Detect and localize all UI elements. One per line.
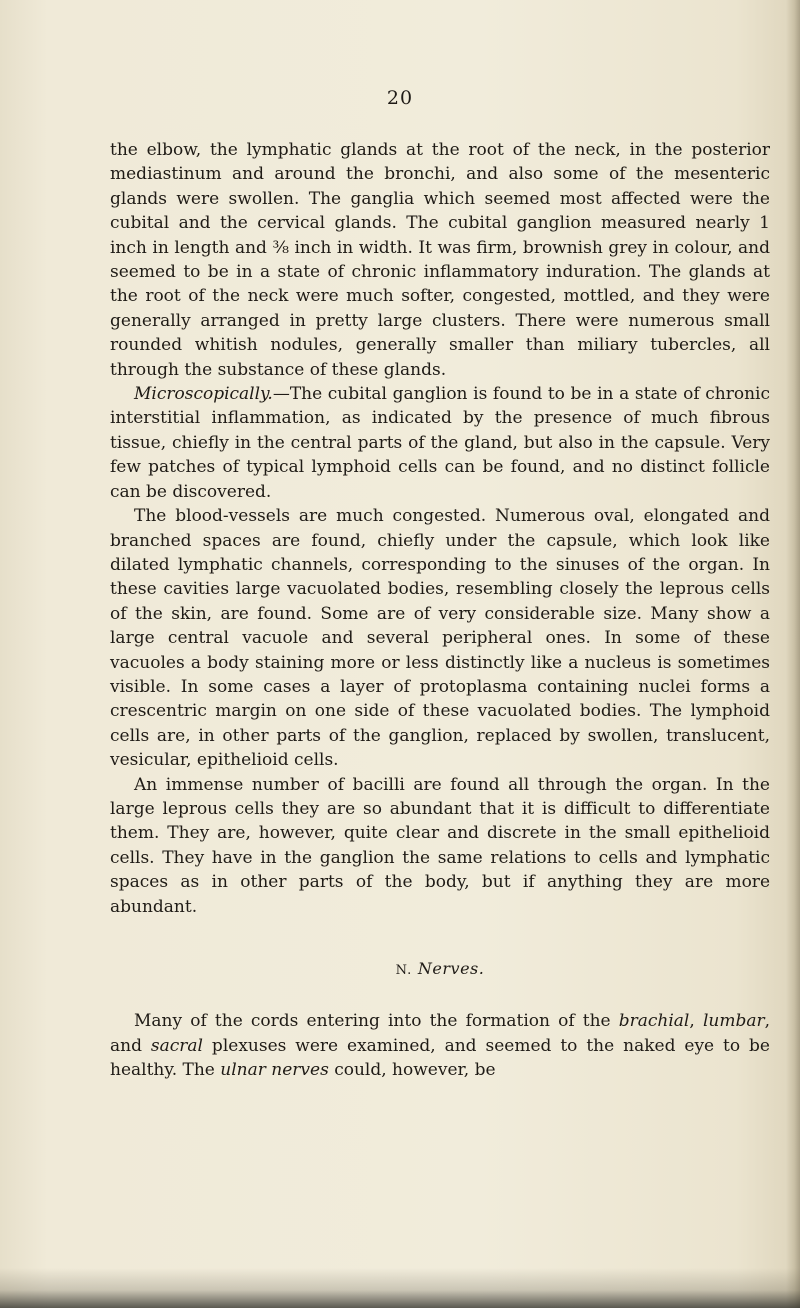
nerves-text-2: , xyxy=(689,1011,703,1032)
nerves-text-5: could, however, be xyxy=(328,1060,496,1081)
nerves-text-4: plexuses were examined, and seemed to the naked eye to be healthy. The xyxy=(110,1035,770,1081)
nerves-text-3: , and xyxy=(110,1011,770,1056)
microscopically-text: —The cubital ganglion is found to be in a state of chronic interstitial inflammation, as indicated by the presence of much fibrous tissue, chiefly in the central parts of the gland, but also in the capsule. Very few patches of typical lymphoid cells can be found, and no distinct follicle can be discovered. xyxy=(110,384,770,502)
body-text xyxy=(110,138,770,1083)
paragraph-glands-description: the elbow, the lymphatic glands at the root of the neck, in the posterior mediastinum and around the bronchi, and also some of the mesenteric glands were swollen. The ganglia which seemed most affected were the cubital and the cervical glands. The cubital ganglion measured nearly 1 inch in length and ⅜ inch in width. It was firm, brownish grey in colour, and seemed to be in a state of chronic inflammatory induration. The glands at the root of the neck were much softer, congested, mottled, and they were generally arranged in pretty large clusters. There were numerous small rounded whitish nodules, generally smaller than miliary tubercles, all through the substance of these glands. xyxy=(110,140,770,380)
nerves-term-sacral: sacral xyxy=(150,1035,203,1056)
section-title: Nerves. xyxy=(417,959,485,978)
page-number: 20 xyxy=(386,87,414,109)
nerves-term-ulnar: ulnar nerves xyxy=(220,1060,329,1081)
paragraph-microscopically xyxy=(110,382,770,504)
page-right-edge-shadow xyxy=(786,0,800,1308)
paragraph-bacilli: An immense number of bacilli are found all through the organ. In the large leprous cells they are so abundant that it is difficult to differentiate them. They are, however, quite clear and discrete in the small epithelioid cells. They have in the ganglion the same relations to cells and lymphatic spaces as in other parts of the body, but if anything they are more abundant. xyxy=(110,774,770,917)
paragraph-nerves xyxy=(110,1009,770,1082)
section-marker: N. xyxy=(395,963,413,978)
nerves-text-1: Many of the cords entering into the formation of the xyxy=(134,1011,619,1032)
nerves-term-brachial: brachial xyxy=(618,1011,690,1032)
paragraph-blood-vessels: The blood-vessels are much congested. Numerous oval, elongated and branched spaces are found, chiefly under the capsule, which look like dilated lymphatic channels, corresponding to the sinuses of the organ. In these cavities large vacuolated bodies, resembling closely the leprous cells of the skin, are found. Some are of very considerable size. Many show a large central vacuole and several peripheral ones. In some of these vacuoles a body staining more or less distinctly like a nucleus is sometimes visible. In some cases a layer of protoplasma containing nuclei forms a crescentric margin on one side of these vacuolated bodies. The lymphoid cells are, in other parts of the ganglion, replaced by swollen, translucent, vesicular, epithelioid cells. xyxy=(110,506,770,771)
microscopically-lead: Microscopically. xyxy=(134,384,273,405)
page-bottom-edge-shadow xyxy=(0,1268,800,1308)
section-heading-nerves xyxy=(110,919,770,1009)
nerves-term-lumbar: lumbar xyxy=(702,1011,765,1032)
